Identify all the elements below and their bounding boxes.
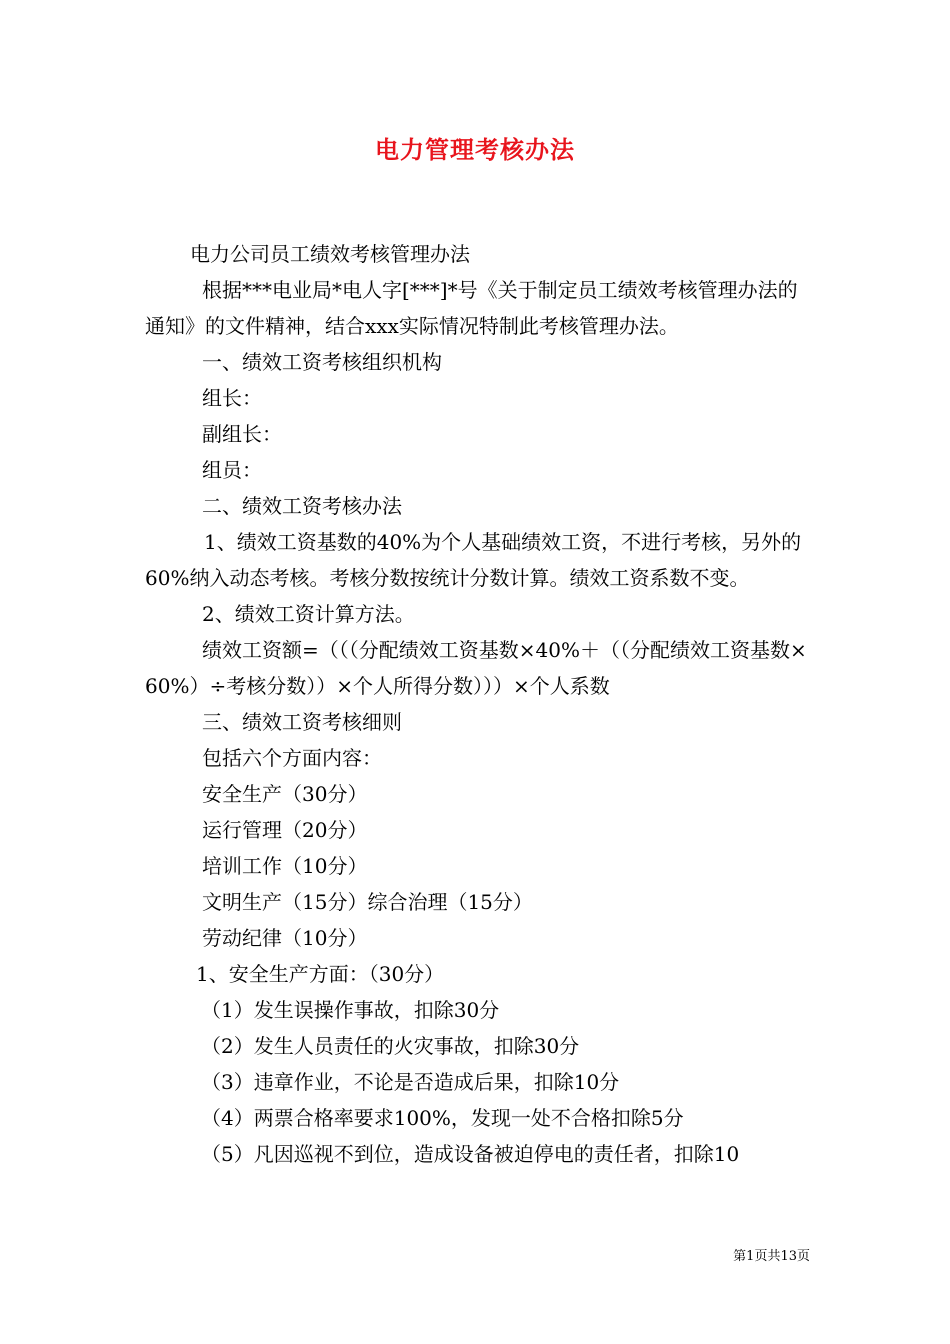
paragraph: 2、绩效工资计算方法。 (202, 602, 415, 626)
list-item: （1）发生误操作事故，扣除30分 (201, 998, 500, 1022)
paragraph-subtitle: 电力公司员工绩效考核管理办法 (190, 242, 470, 266)
section-heading: 一、绩效工资考核组织机构 (202, 350, 442, 374)
paragraph: 包括六个方面内容： (202, 746, 382, 770)
paragraph-formula: 绩效工资额=（（（分配绩效工资基数×40%＋（（分配绩效工资基数×60%）÷考核分数））×个人所得分数）））×个人系数 (145, 638, 807, 698)
list-item: 文明生产（15分）综合治理（15分） (202, 890, 533, 914)
paragraph: 组员： (202, 458, 262, 482)
paragraph: 组长： (202, 386, 262, 410)
list-item: （5）凡因巡视不到位，造成设备被迫停电的责任者，扣除10 (201, 1142, 740, 1166)
paragraph: 副组长： (202, 422, 282, 446)
list-item: 培训工作（10分） (202, 854, 368, 878)
list-item: 劳动纪律（10分） (202, 926, 368, 950)
list-item: （4）两票合格率要求100%，发现一处不合格扣除5分 (201, 1106, 684, 1130)
list-item: （3）违章作业，不论是否造成后果，扣除10分 (201, 1070, 620, 1094)
section-heading: 三、绩效工资考核细则 (202, 710, 402, 734)
list-item: 安全生产（30分） (202, 782, 368, 806)
document-body (145, 236, 810, 1172)
list-item: （2）发生人员责任的火灾事故，扣除30分 (201, 1034, 580, 1058)
paragraph: 1、绩效工资基数的40%为个人基础绩效工资，不进行考核，另外的60%纳入动态考核。考核分数按统计分数计算。绩效工资系数不变。 (145, 530, 802, 590)
paragraph-intro: 根据***电业局*电人字[***]*号《关于制定员工绩效考核管理办法的通知》的文件精神，结合xxx实际情况特制此考核管理办法。 (145, 278, 798, 338)
page-number-footer: 第1页共13页 (733, 1249, 810, 1264)
list-item: 运行管理（20分） (202, 818, 368, 842)
document-title: 电力管理考核办法 (375, 135, 575, 164)
paragraph: 1、安全生产方面：（30分） (196, 962, 445, 986)
section-heading: 二、绩效工资考核办法 (202, 494, 402, 518)
